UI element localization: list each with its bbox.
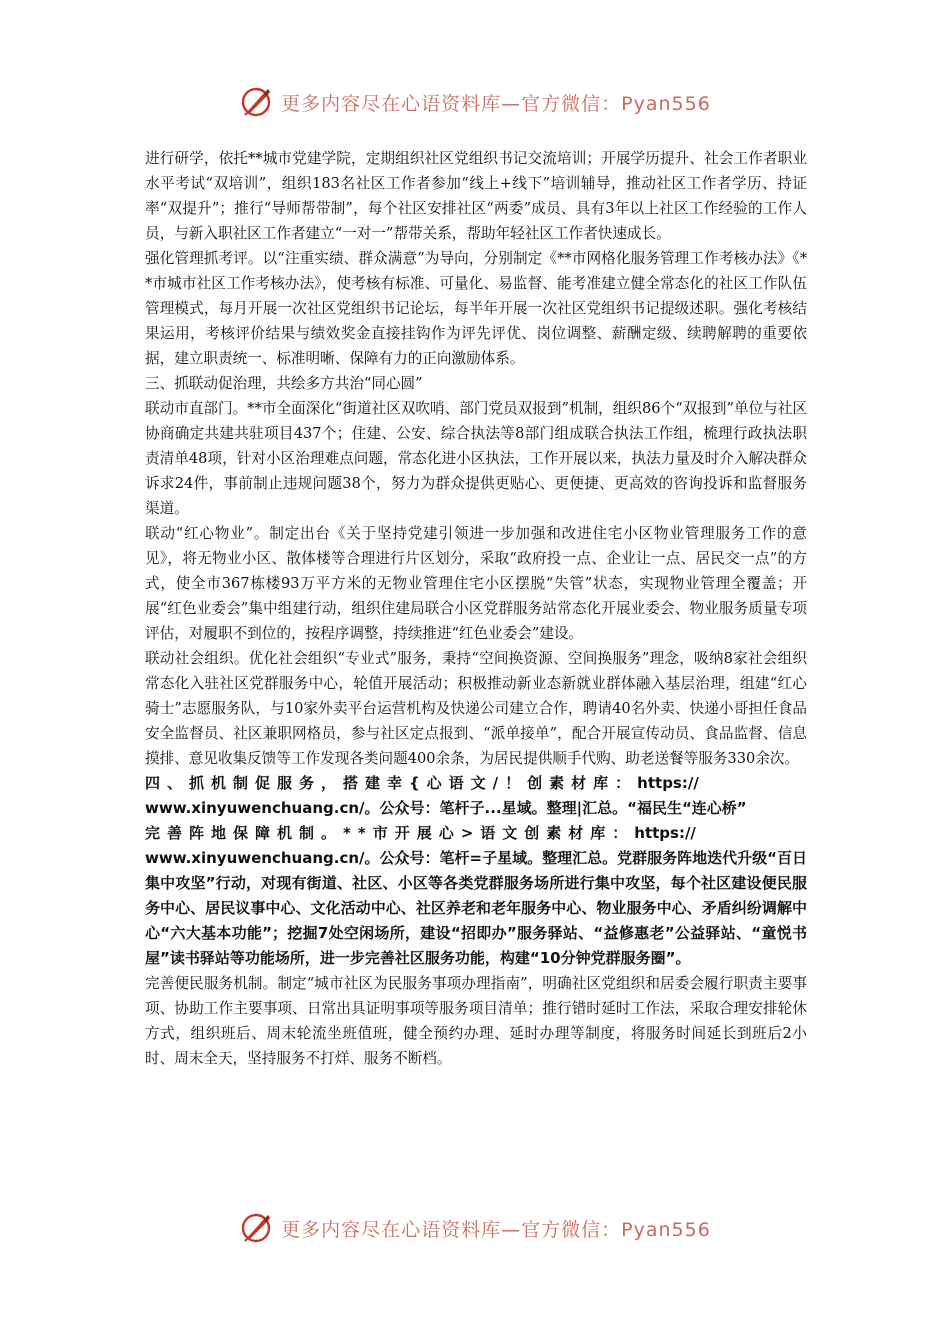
section-heading-4-block	[145, 771, 807, 971]
header-banner	[0, 82, 950, 122]
url-fragment-1: https://	[637, 774, 699, 792]
subheading-positions: 完善阵地保障机制。**市开展心>语文创素材库：	[145, 824, 635, 842]
paragraph-departments: 联动市直部门。**市全面深化“街道社区双吹哨、部门党员双报到”机制，组织86个“双报到”单位与社区协商确定共建共驻项目437个；住建、公安、综合执法等8部门组成联合执法工作组，梳理行政执法职责清单48项，针对小区治理难点问题，常态化进小区执法，工作开展以来，执法力量及时介入解决群众诉求24件，事前制止违规问题38个，努力为群众提供更贴心、更便捷、更高效的咨询投诉和监督服务渠道。	[145, 400, 807, 517]
pen-nib-logo-icon	[239, 1211, 273, 1245]
section-heading-3: 三、抓联动促治理，共绘多方共治“同心圆”	[145, 375, 423, 392]
paragraph-social-orgs: 联动社会组织。优化社会组织“专业式”服务，秉持“空间换资源、空间换服务”理念，吸纳8家社会组织常态化入驻社区党群服务中心，轮值开展活动；积极推动新业态新就业群体融入基层治理，组建“红心骑士”志愿服务队，与10家外卖平台运营机构及快递公司建立合作，聘请40名外卖、快递小哥担任食品安全监督员、社区兼职网格员，参与社区定点报到、“派单接单”，配合开展宣传动员、食品监督、信息摸排、意见收集反馈等工作发现各类问题400余条，为居民提供顺手代购、助老送餐等服务330余次。	[145, 650, 807, 767]
url-fragment-2: https://	[634, 824, 696, 842]
pen-nib-logo-icon	[239, 85, 273, 119]
header-banner-text: 更多内容尽在心语资料库—官方微信：Pyan556	[281, 92, 711, 115]
paragraph-service-mechanism: 完善便民服务机制。制定“城市社区为民服务事项办理指南”，明确社区党组织和居委会履行职责主要事项、协助工作主要事项、日常出具证明事项等服务项目清单；推行错时延时工作法，采取合理安排轮休方式，组织班后、周末轮流坐班值班，健全预约办理、延时办理等制度，将服务时间延长到班后2小时、周末全天，坚持服务不打烊、服务不断档。	[145, 975, 807, 1067]
paragraph-positions: www.xinyuwenchuang.cn/。公众号：笔杆=子星域。整理汇总。党群服务阵地迭代升级“百日集中攻坚”行动，对现有街道、社区、小区等各类党群服务场所进行集中攻坚，每个社区建设便民服务中心、居民议事中心、文化活动中心、社区养老和老年服务中心、物业服务中心、矛盾纠纷调解中心“六大基本功能”；挖掘7处空闲场所，建设“招即办”服务驿站、“益修惠老”公益驿站、“童悦书屋”读书驿站等功能场所，进一步完善社区服务功能，构建“10分钟党群服务圈”。	[145, 849, 807, 967]
paragraph-property: 联动“红心物业”。制定出台《关于坚持党建引领进一步加强和改进住宅小区物业管理服务工作的意见》，将无物业小区、散体楼等合理进行片区划分，采取“政府投一点、企业让一点、居民交一点”的方式，使全市367栋楼93万平方米的无物业管理住宅小区摆脱“失管”状态，实现物业管理全覆盖；开展“红色业委会”集中组建行动，组织住建局联合小区党群服务站常态化开展业委会、物业服务质量专项评估，对履职不到位的，按程序调整，持续推进“红色业委会”建设。	[145, 525, 807, 642]
wechat-line-1: www.xinyuwenchuang.cn/。公众号：笔杆子...星域。整理|汇总。“福民生“连心桥”	[145, 799, 747, 817]
footer-banner-text: 更多内容尽在心语资料库—官方微信：Pyan556	[281, 1218, 711, 1241]
footer-banner	[0, 1208, 950, 1248]
paragraph-training: 进行研学，依托**城市党建学院，定期组织社区党组织书记交流培训；开展学历提升、社会工作者职业水平考试“双培训”，组织183名社区工作者参加“线上+线下”培训辅导，推动社区工作者学历、持证率“双提升”；推行“导师帮带制”，每个社区安排社区“两委”成员、具有3年以上社区工作经验的工作人员，与新入职社区工作者建立“一对一”帮带关系，帮助年轻社区工作者快速成长。	[145, 150, 807, 242]
document-body	[145, 146, 807, 1071]
section-heading-4: 四、抓机制促服务，搭建幸{心语文/！创素材库：	[145, 774, 638, 792]
paragraph-assessment: 强化管理抓考评。以“注重实绩、群众满意”为导向，分别制定《**市网格化服务管理工作考核办法》《**市城市社区工作考核办法》，使考核有标准、可量化、易监督、能考准建立健全常态化的社区工作队伍管理模式，每月开展一次社区党组织书记论坛，每半年开展一次社区党组织书记提级述职。强化考核结果运用，考核评价结果与绩效奖金直接挂钩作为评先评优、岗位调整、薪酬定级、续聘解聘的重要依据，建立职责统一、标准明晰、保障有力的正向激励体系。	[145, 250, 807, 367]
